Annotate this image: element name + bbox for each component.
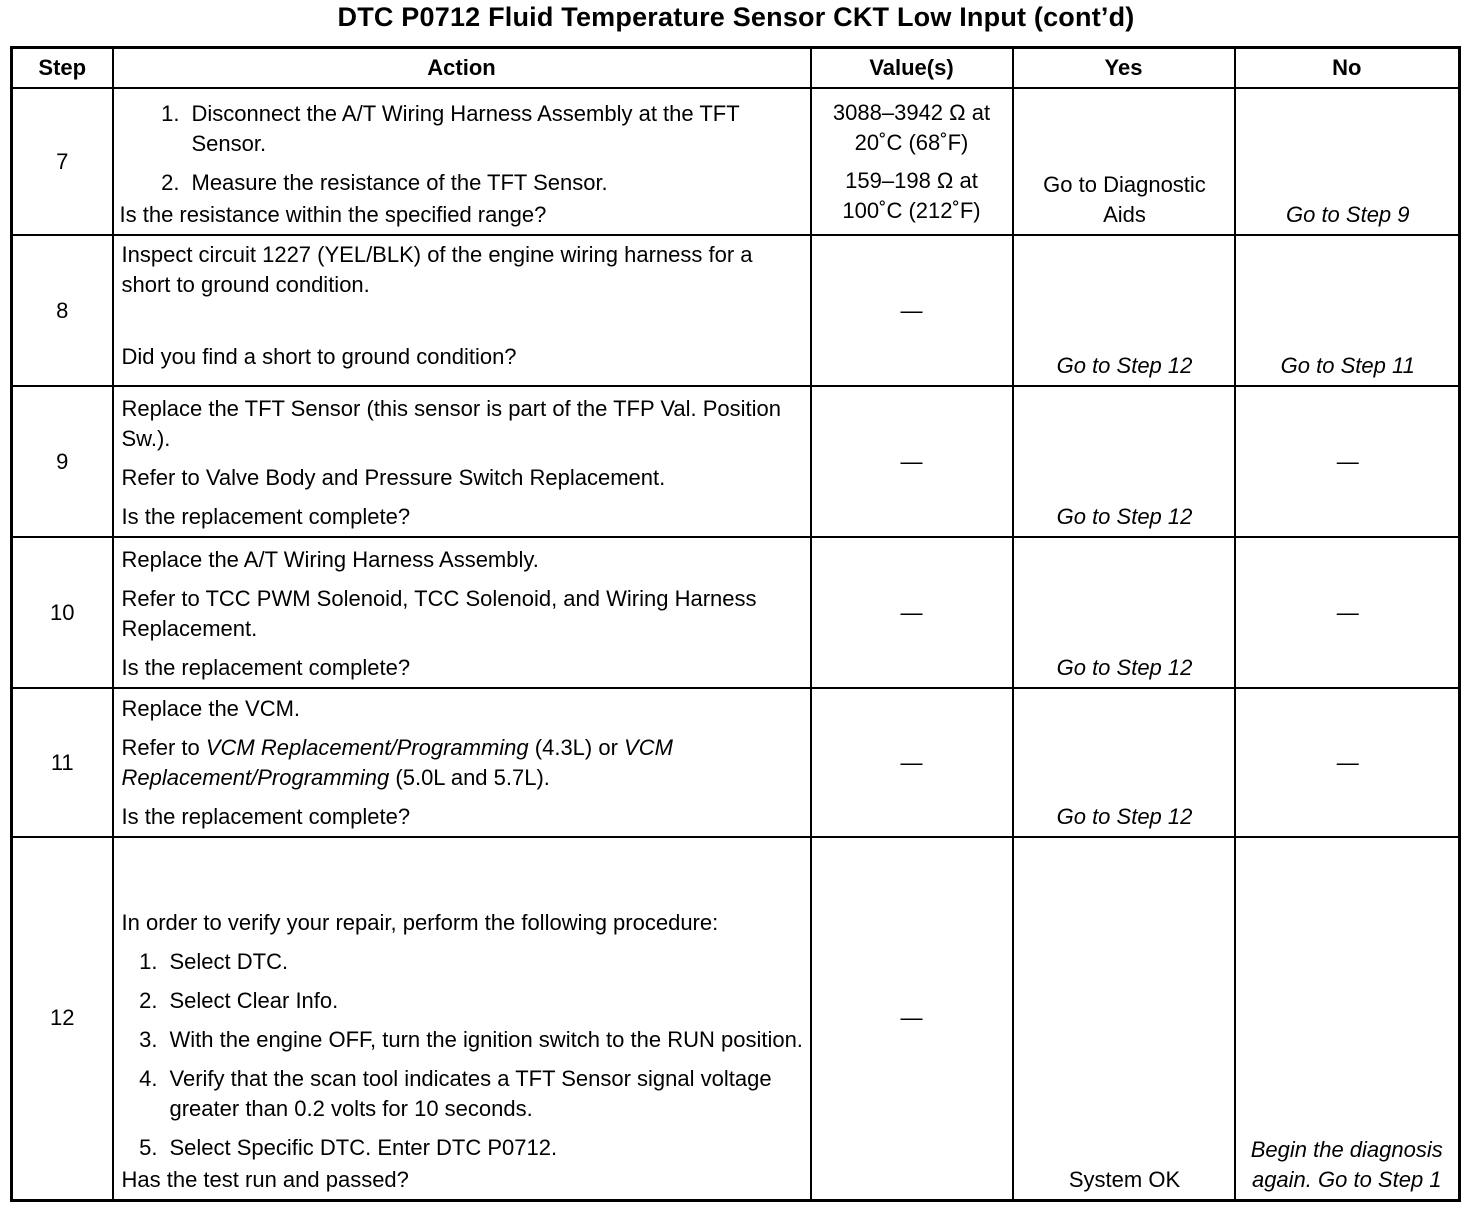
header-step: Step (12, 48, 113, 89)
reference-text: Refer to Valve Body and Pressure Switch Replacement. (121, 465, 666, 490)
question-text: Did you find a short to ground condition? (121, 344, 517, 369)
header-values: Value(s) (811, 48, 1013, 89)
action-text: Replace the A/T Wiring Harness Assembly. (121, 547, 539, 572)
header-yes: Yes (1013, 48, 1235, 89)
list-number: 3. (139, 1026, 158, 1052)
step-number: 8 (12, 235, 113, 386)
no-cell: — (1235, 688, 1460, 837)
table-row-step-9 (12, 386, 1460, 537)
step-number: 10 (12, 537, 113, 688)
header-no: No (1235, 48, 1460, 89)
ref-link-vcm-5-0l: VCM Replacement/Programming (121, 735, 673, 790)
list-item (122, 1064, 804, 1124)
values-cell: — (811, 235, 1013, 386)
header-row (12, 48, 1460, 89)
list-text: Measure the resistance of the TFT Sensor. (191, 170, 608, 195)
values-cell: — (811, 688, 1013, 837)
intro-text: In order to verify your repair, perform the following procedure: (121, 909, 719, 935)
yes-cell: Go to Step 12 (1013, 235, 1235, 386)
table-row-step-11 (12, 688, 1460, 837)
values-cell (811, 88, 1013, 235)
list-text: Disconnect the A/T Wiring Harness Assembly at the TFT Sensor. (191, 101, 740, 156)
value-range-100c: 159–198 Ω at 100˚C (212˚F) (842, 167, 981, 223)
list-item (122, 947, 804, 977)
yes-cell: System OK (1013, 837, 1235, 1200)
yes-cell: Go to Step 12 (1013, 386, 1235, 537)
list-item (122, 986, 804, 1016)
question-text: Is the replacement complete? (121, 804, 411, 829)
table-row-step-10 (12, 537, 1460, 688)
values-cell: — (811, 537, 1013, 688)
reference-text (122, 733, 804, 793)
list-number: 1. (161, 101, 180, 126)
step-number: 7 (12, 88, 113, 235)
list-text: Verify that the scan tool indicates a TFT Sensor signal voltage greater than 0.2 volts for 10 seconds. (169, 1065, 772, 1121)
yes-cell: Go to Diagnostic Aids (1013, 88, 1235, 235)
action-cell (113, 688, 811, 837)
action-cell (113, 235, 811, 386)
values-cell: — (811, 386, 1013, 537)
list-number: 4. (139, 1065, 158, 1091)
table-row-step-8 (12, 235, 1460, 386)
question-text: Is the replacement complete? (121, 655, 411, 680)
no-cell: — (1235, 537, 1460, 688)
ref-link-vcm-4-3l: VCM Replacement/Programming (205, 735, 529, 760)
no-cell: Go to Step 11 (1235, 235, 1460, 386)
action-cell (113, 537, 811, 688)
step-number: 12 (12, 837, 113, 1200)
action-text: Replace the VCM. (121, 696, 301, 721)
question-text: Has the test run and passed? (121, 1166, 409, 1192)
no-cell: Go to Step 9 (1235, 88, 1460, 235)
list-text: Select DTC. (169, 948, 289, 974)
list-number: 2. (139, 987, 158, 1013)
diagnostic-table (10, 46, 1461, 1202)
yes-cell: Go to Step 12 (1013, 688, 1235, 837)
yes-cell: Go to Step 12 (1013, 537, 1235, 688)
ref-mid: (4.3L) or (528, 735, 625, 760)
list-text: Select Specific DTC. Enter DTC P0712. (169, 1134, 558, 1160)
question-text: Is the replacement complete? (121, 504, 411, 529)
action-cell (113, 386, 811, 537)
list-item (122, 168, 804, 198)
list-text: Select Clear Info. (169, 987, 339, 1013)
list-number: 5. (139, 1134, 158, 1160)
question-text: Is the resistance within the specified range? (119, 202, 547, 227)
list-number: 1. (139, 948, 158, 974)
list-text: With the engine OFF, turn the ignition switch to the RUN position. (169, 1026, 803, 1052)
step-number: 11 (12, 688, 113, 837)
action-cell (113, 88, 811, 235)
ref-prefix: Refer to (121, 735, 206, 760)
list-item (122, 1025, 804, 1055)
action-text: Inspect circuit 1227 (YEL/BLK) of the engine wiring harness for a short to ground condition. (121, 242, 753, 297)
no-cell: Begin the diagnosis again. Go to Step 1 (1235, 837, 1460, 1200)
no-cell: — (1235, 386, 1460, 537)
step-number: 9 (12, 386, 113, 537)
list-item (122, 99, 804, 159)
header-action: Action (113, 48, 811, 89)
list-number: 2. (161, 170, 180, 195)
table-row-step-12 (12, 837, 1460, 1200)
reference-text: Refer to TCC PWM Solenoid, TCC Solenoid, and Wiring Harness Replacement. (121, 586, 757, 641)
ref-suffix: (5.0L and 5.7L). (389, 765, 550, 790)
values-cell: — (811, 837, 1013, 1200)
value-range-20c: 3088–3942 Ω at 20˚C (68˚F) (832, 99, 991, 155)
list-item (122, 1133, 804, 1163)
page-title: DTC P0712 Fluid Temperature Sensor CKT Low Input (cont’d) (337, 2, 1135, 32)
action-cell (113, 837, 811, 1200)
action-text: Replace the TFT Sensor (this sensor is part of the TFP Val. Position Sw.). (121, 396, 781, 451)
table-row-step-7 (12, 88, 1460, 235)
